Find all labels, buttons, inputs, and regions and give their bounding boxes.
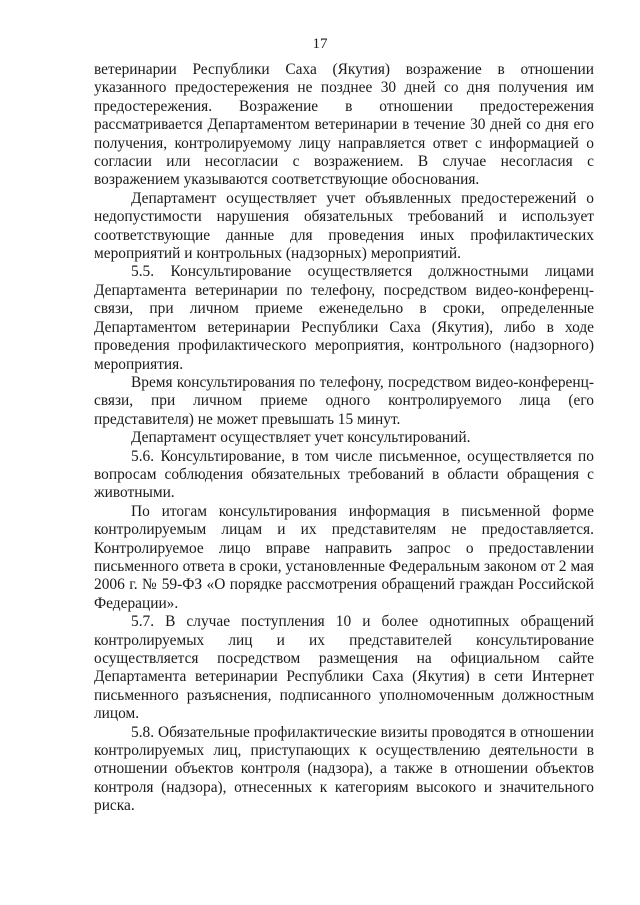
paragraph-consultation-accounting: Департамент осуществляет учет консультирований. [131, 429, 471, 447]
document-body [94, 61, 594, 816]
paragraph-warnings-accounting: Департамент осуществляет учет объявленных предостережений о недопустимости нарушения обязательных требований и использует соответствующие данные для проведения иных профилактических мероприятий и контрольных (надзорных) мероприятий. [94, 189, 594, 263]
paragraph-5-8: 5.8. Обязательные профилактические визиты проводятся в отношении контролируемых лиц, приступающих к осуществлению деятельности в отношении объектов контроля (надзора), а также в отношении объектов контроля (надзора), отнесенных к категориям высокого и значительного риска. [94, 723, 594, 815]
paragraph-5-5: 5.5. Консультирование осуществляется должностными лицами Департамента ветеринарии по телефону, посредством видео-конференц-связи, при личном приеме еженедельно в сроки, определенные Департаментом ветеринарии Республики Саха (Якутия), либо в ходе проведения профилактического мероприятия, контрольного (надзорного) мероприятия. [94, 263, 594, 373]
paragraph-5-6: 5.6. Консультирование, в том числе письменное, осуществляется по вопросам соблюдения обязательных требований в области обращения с животными. [94, 447, 594, 502]
paragraph-continuation: ветеринарии Республики Саха (Якутия) возражение в отношении указанного предостережения не позднее 30 дней со дня получения им предостережения. Возражение в отношении предостережения рассматривается Департаментом ветеринарии в течение 30 дней со дня его получения, контролируемому лицу направляется ответ с информацией о согласии или несогласии с возражением. В случае несогласия с возражением указываются соответствующие обоснования. [94, 61, 594, 189]
page-number: 17 [312, 36, 328, 52]
paragraph-consultation-time: Время консультирования по телефону, посредством видео-конференц-связи, при личном приеме одного контролируемого лица (его представителя) не может превышать 15 минут. [94, 373, 594, 428]
paragraph-written-info: По итогам консультирования информация в письменной форме контролируемым лицам и их представителям не предоставляется. Контролируемое лицо вправе направить запрос о предоставлении письменного ответа в сроки, установленные Федеральным законом от 2 мая 2006 г. № 59-ФЗ «О порядке рассмотрения обращений граждан Российской Федерации». [94, 502, 594, 612]
paragraph-5-7: 5.7. В случае поступления 10 и более однотипных обращений контролируемых лиц и их представителей консультирование осуществляется посредством размещения на официальном сайте Департамента ветеринарии Республики Саха (Якутия) в сети Интернет письменного разъяснения, подписанного уполномоченным должностным лицом. [94, 613, 594, 723]
